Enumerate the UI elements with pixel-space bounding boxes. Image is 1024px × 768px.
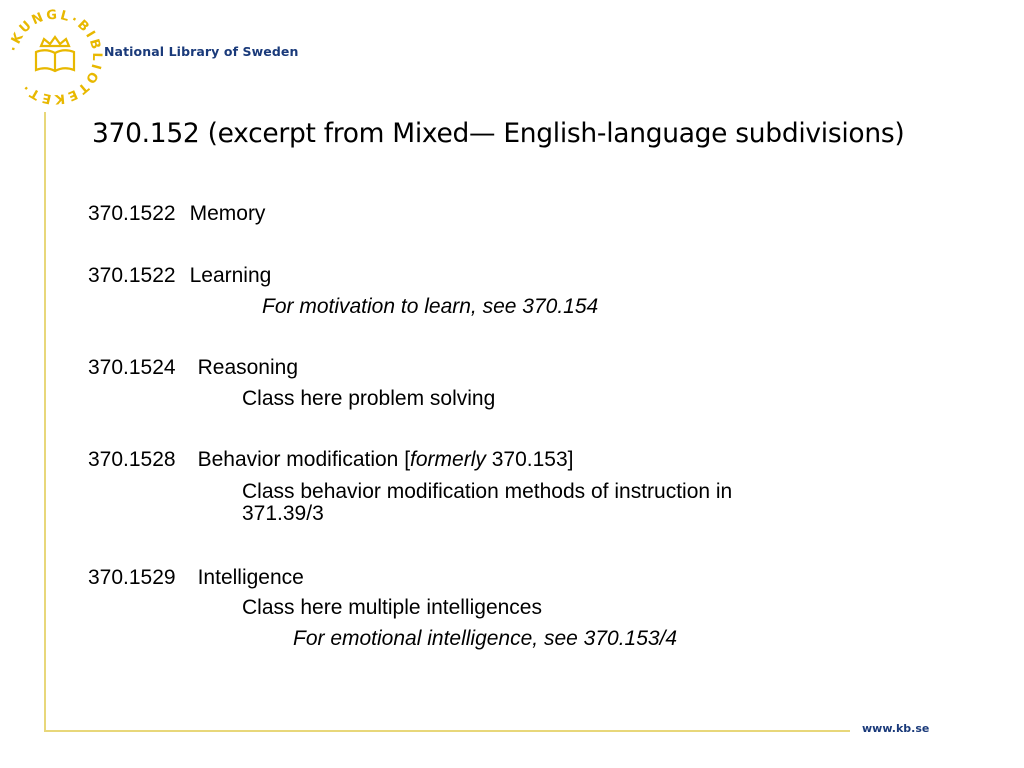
entry-heading: Intelligence	[197, 566, 304, 589]
entry-heading: Learning	[189, 264, 272, 287]
accent-horizontal-line	[44, 730, 850, 732]
crown-book-icon	[36, 37, 74, 71]
entry-learning	[88, 264, 271, 288]
entry-intelligence	[88, 566, 304, 590]
footer-url[interactable]: www.kb.se	[862, 722, 930, 735]
entry-memory	[88, 202, 265, 226]
entry-code: 370.1522	[88, 202, 176, 225]
institution-name: National Library of Sweden	[104, 44, 299, 59]
entry-behavior-modification	[88, 448, 573, 472]
entry-heading: Reasoning	[197, 356, 298, 379]
kb-logo	[6, 8, 104, 106]
logo-ring-text: ·KUNGL·BIBLIOTEKET·	[6, 8, 104, 106]
class-here-note: Class here multiple intelligences	[242, 596, 542, 619]
entry-reasoning	[88, 356, 298, 380]
class-note-line-2: 371.39/3	[242, 502, 324, 525]
entry-code: 370.1528	[88, 448, 176, 471]
formerly-label: formerly	[410, 448, 486, 471]
entry-heading: Memory	[189, 202, 266, 225]
see-reference-note: For motivation to learn, see 370.154	[262, 295, 599, 318]
class-note-line-1: Class behavior modification methods of instruction in	[242, 480, 733, 503]
slide-title: 370.152 (excerpt from Mixed— English-language subdivisions)	[92, 118, 905, 149]
kb-logo-emblem	[6, 8, 104, 106]
see-reference-note: For emotional intelligence, see 370.153/4	[293, 627, 678, 650]
class-here-note: Class here problem solving	[242, 387, 496, 410]
entry-code: 370.1529	[88, 566, 176, 589]
entry-code: 370.1522	[88, 264, 176, 287]
entry-heading: Behavior modification [	[197, 448, 411, 471]
entry-code: 370.1524	[88, 356, 176, 379]
accent-vertical-line	[44, 112, 46, 732]
formerly-reference: 370.153]	[491, 448, 574, 471]
